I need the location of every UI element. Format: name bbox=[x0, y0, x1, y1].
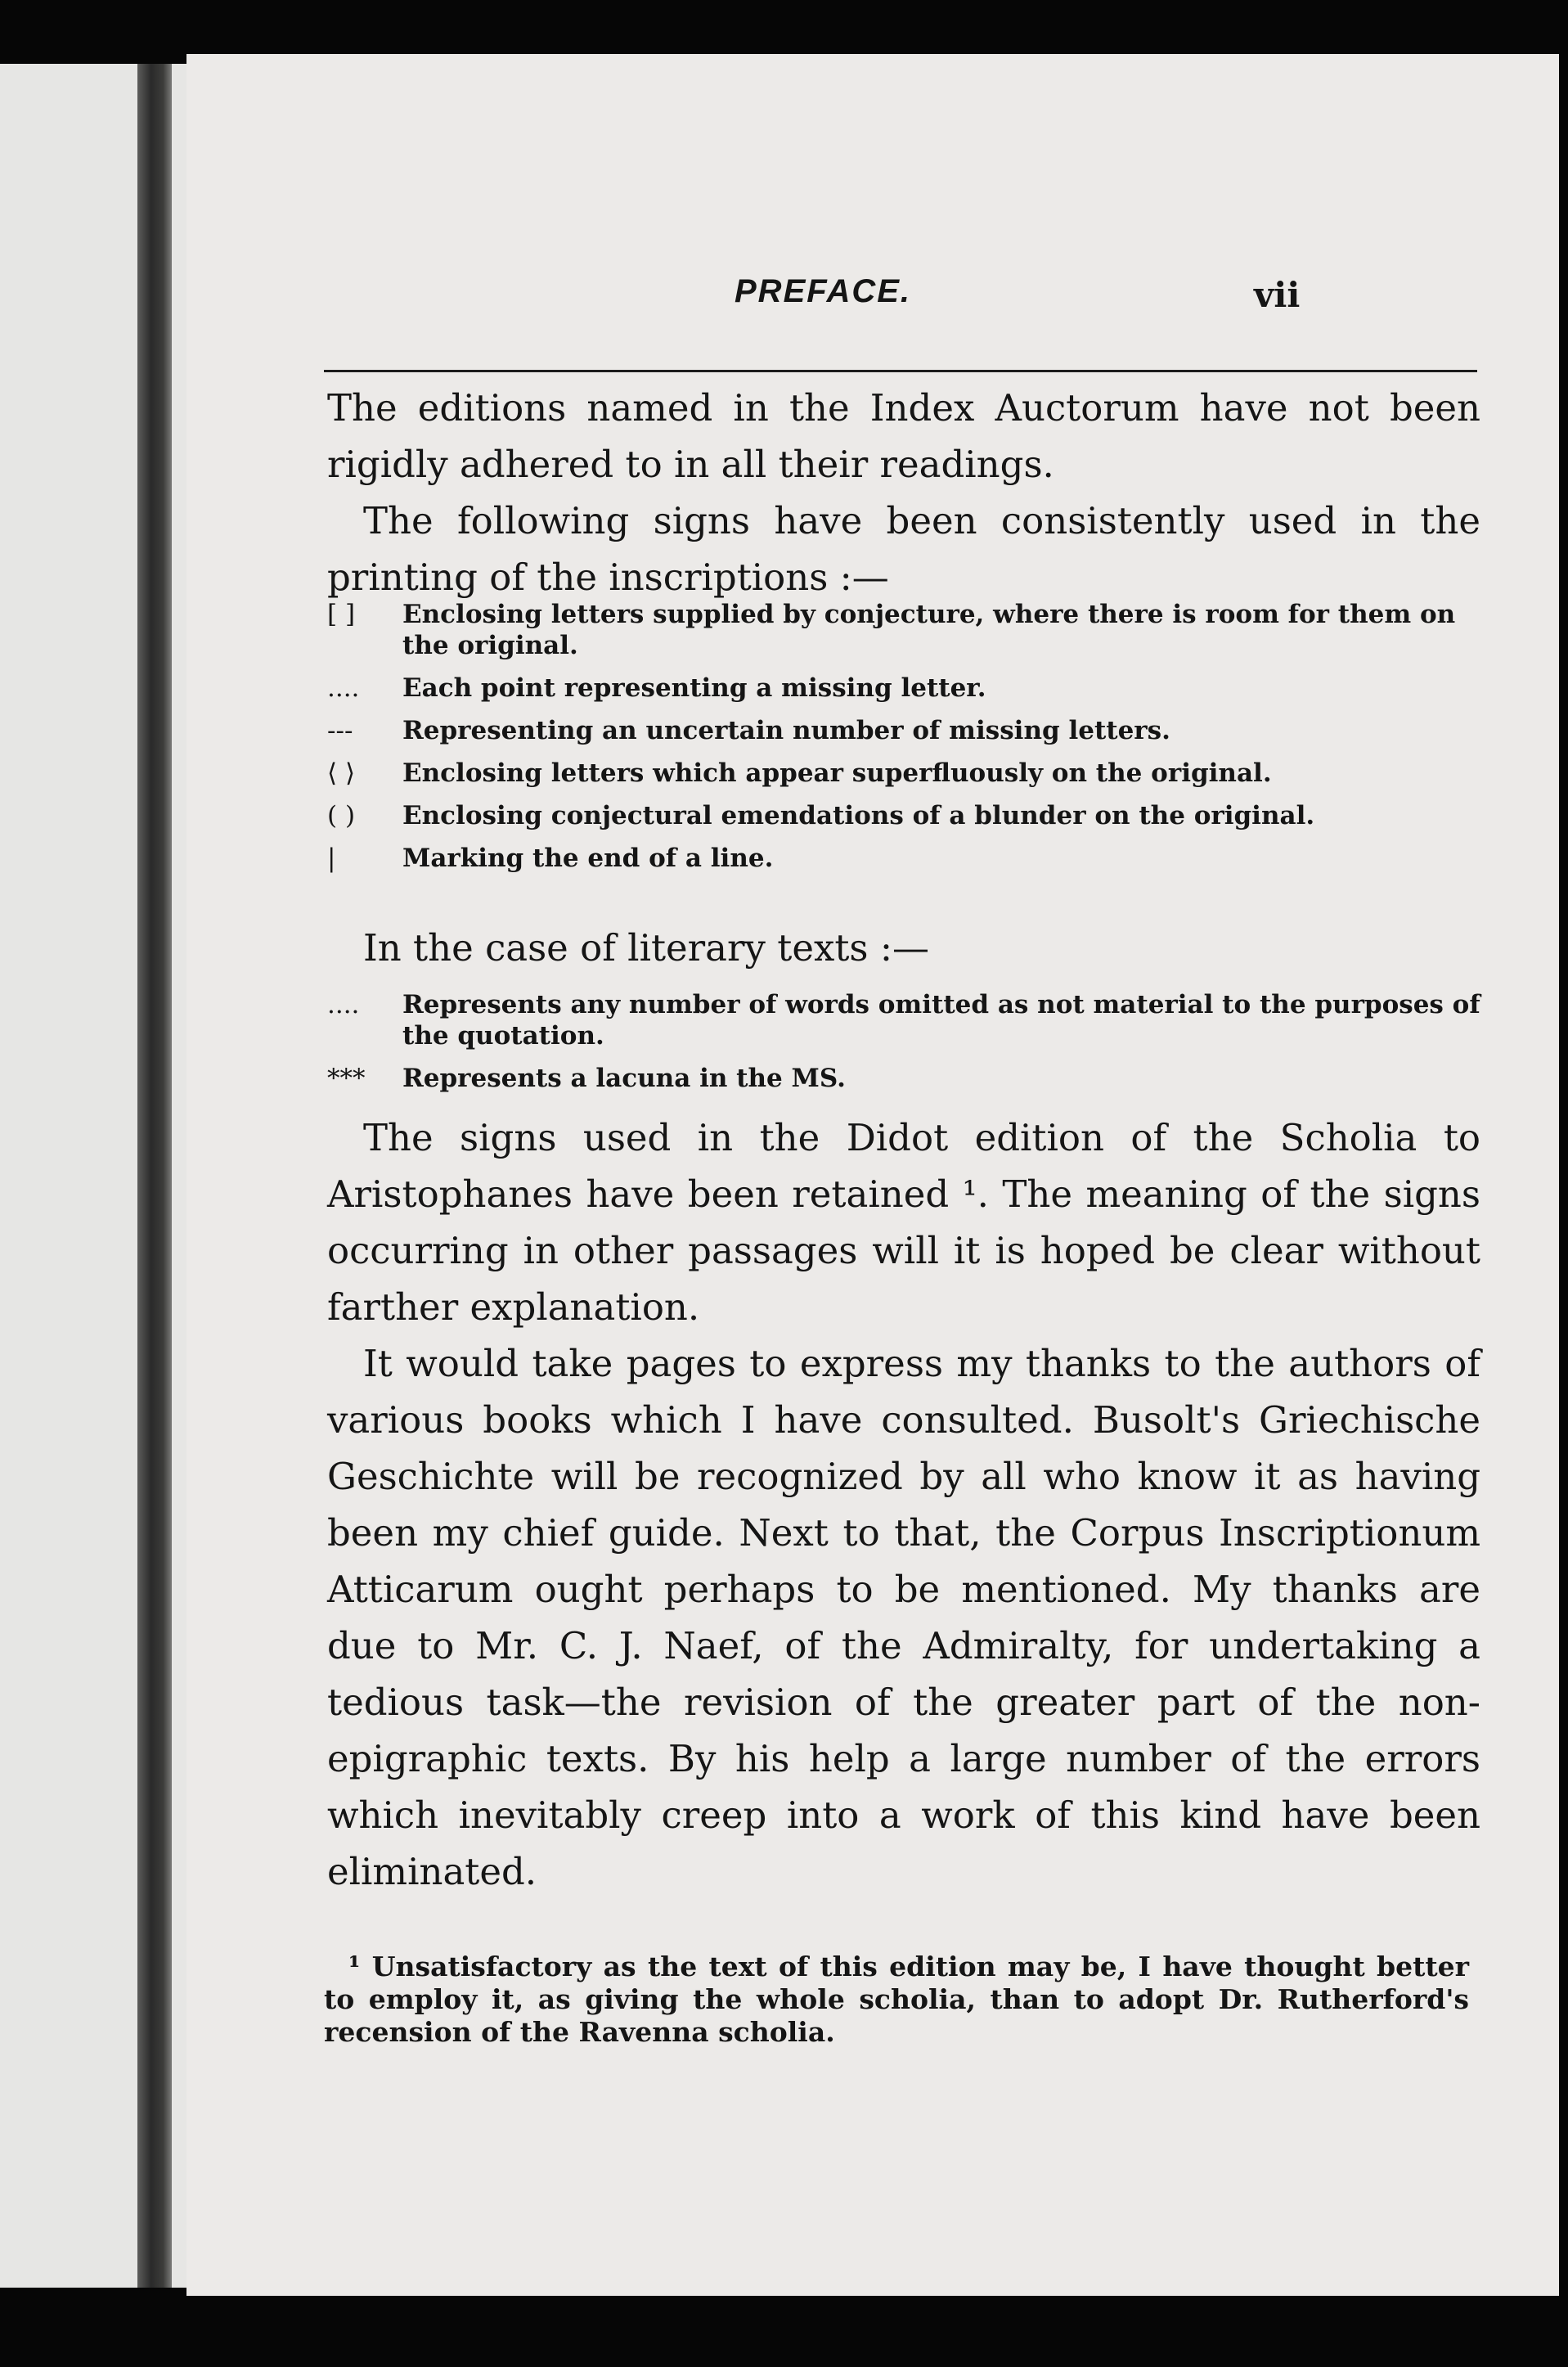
paragraph-signs-intro: The following signs have been consistently used in the printing of the inscriptions :— bbox=[327, 499, 1480, 599]
closing-paragraphs bbox=[327, 1109, 1480, 1900]
sign-row bbox=[327, 673, 1480, 704]
sign-row bbox=[327, 800, 1480, 831]
running-head: PREFACE. bbox=[735, 273, 912, 309]
sign-description: Each point representing a missing letter. bbox=[402, 673, 986, 703]
sign-row bbox=[327, 715, 1480, 746]
footnote bbox=[324, 1951, 1469, 2049]
sign-description: Enclosing letters supplied by conjecture, where there is room for them on the original. bbox=[402, 600, 1456, 660]
sign-symbol: ( ) bbox=[327, 801, 356, 830]
sign-symbol: --- bbox=[327, 716, 353, 745]
sign-symbol: | bbox=[327, 844, 336, 873]
sign-description: Represents a lacuna in the MS. bbox=[402, 1064, 846, 1093]
sign-description: Represents any number of words omitted as not material to the purposes of the quotation. bbox=[402, 990, 1480, 1051]
sign-description: Enclosing letters which appear superfluously on the original. bbox=[402, 758, 1272, 788]
sign-symbol: [ ] bbox=[327, 600, 356, 629]
literary-texts-heading: In the case of literary texts :— bbox=[363, 926, 929, 970]
sign-description: Marking the end of a line. bbox=[402, 844, 774, 873]
header-rule bbox=[324, 370, 1477, 372]
sign-description: Representing an uncertain number of missing letters. bbox=[402, 716, 1170, 745]
book-binding-gutter bbox=[137, 64, 172, 2288]
sign-description: Enclosing conjectural emendations of a blunder on the original. bbox=[402, 801, 1315, 830]
sign-symbol: *** bbox=[327, 1064, 366, 1093]
signs-list bbox=[327, 599, 1480, 885]
intro-paragraphs bbox=[327, 380, 1480, 605]
literary-signs-list bbox=[327, 989, 1480, 1105]
paragraph-didot: The signs used in the Didot edition of the Scholia to Aristophanes have been retained ¹. The meaning of the signs occurring in other passages will it is hoped be clear without farther explanation. bbox=[327, 1116, 1480, 1329]
literary-sign-row bbox=[327, 1063, 1480, 1094]
footnote-text: ¹ Unsatisfactory as the text of this edition may be, I have thought better to employ it, as giving the whole scholia, than to adopt Dr. Rutherford's recension of the Ravenna scholia. bbox=[324, 1951, 1469, 2048]
page-number: vii bbox=[1254, 275, 1301, 315]
sign-row bbox=[327, 599, 1480, 661]
book-page bbox=[186, 54, 1559, 2296]
sign-symbol: ⟨ ⟩ bbox=[327, 758, 356, 788]
paragraph-editions: The editions named in the Index Auctorum have not been rigidly adhered to in all their readings. bbox=[327, 386, 1480, 486]
paragraph-thanks: It would take pages to express my thanks to the authors of various books which I have consulted. Busolt's Griechische Geschichte will be recognized by all who know it as having been my chief guide. Next to that, the Corpus Inscriptionum Atticarum ought perhaps to be mentioned. My thanks are due to Mr. C. J. Naef, of the Admiralty, for undertaking a tedious task—the revision of the greater part of the non-epigraphic texts. By his help a large number of the errors which inevitably creep into a work of this kind have been eliminated. bbox=[327, 1342, 1480, 1893]
page-header bbox=[186, 241, 1559, 339]
sign-row bbox=[327, 843, 1480, 874]
literary-sign-row bbox=[327, 989, 1480, 1051]
sign-symbol: .... bbox=[327, 990, 360, 1019]
sign-row bbox=[327, 758, 1480, 789]
sign-symbol: .... bbox=[327, 673, 360, 703]
